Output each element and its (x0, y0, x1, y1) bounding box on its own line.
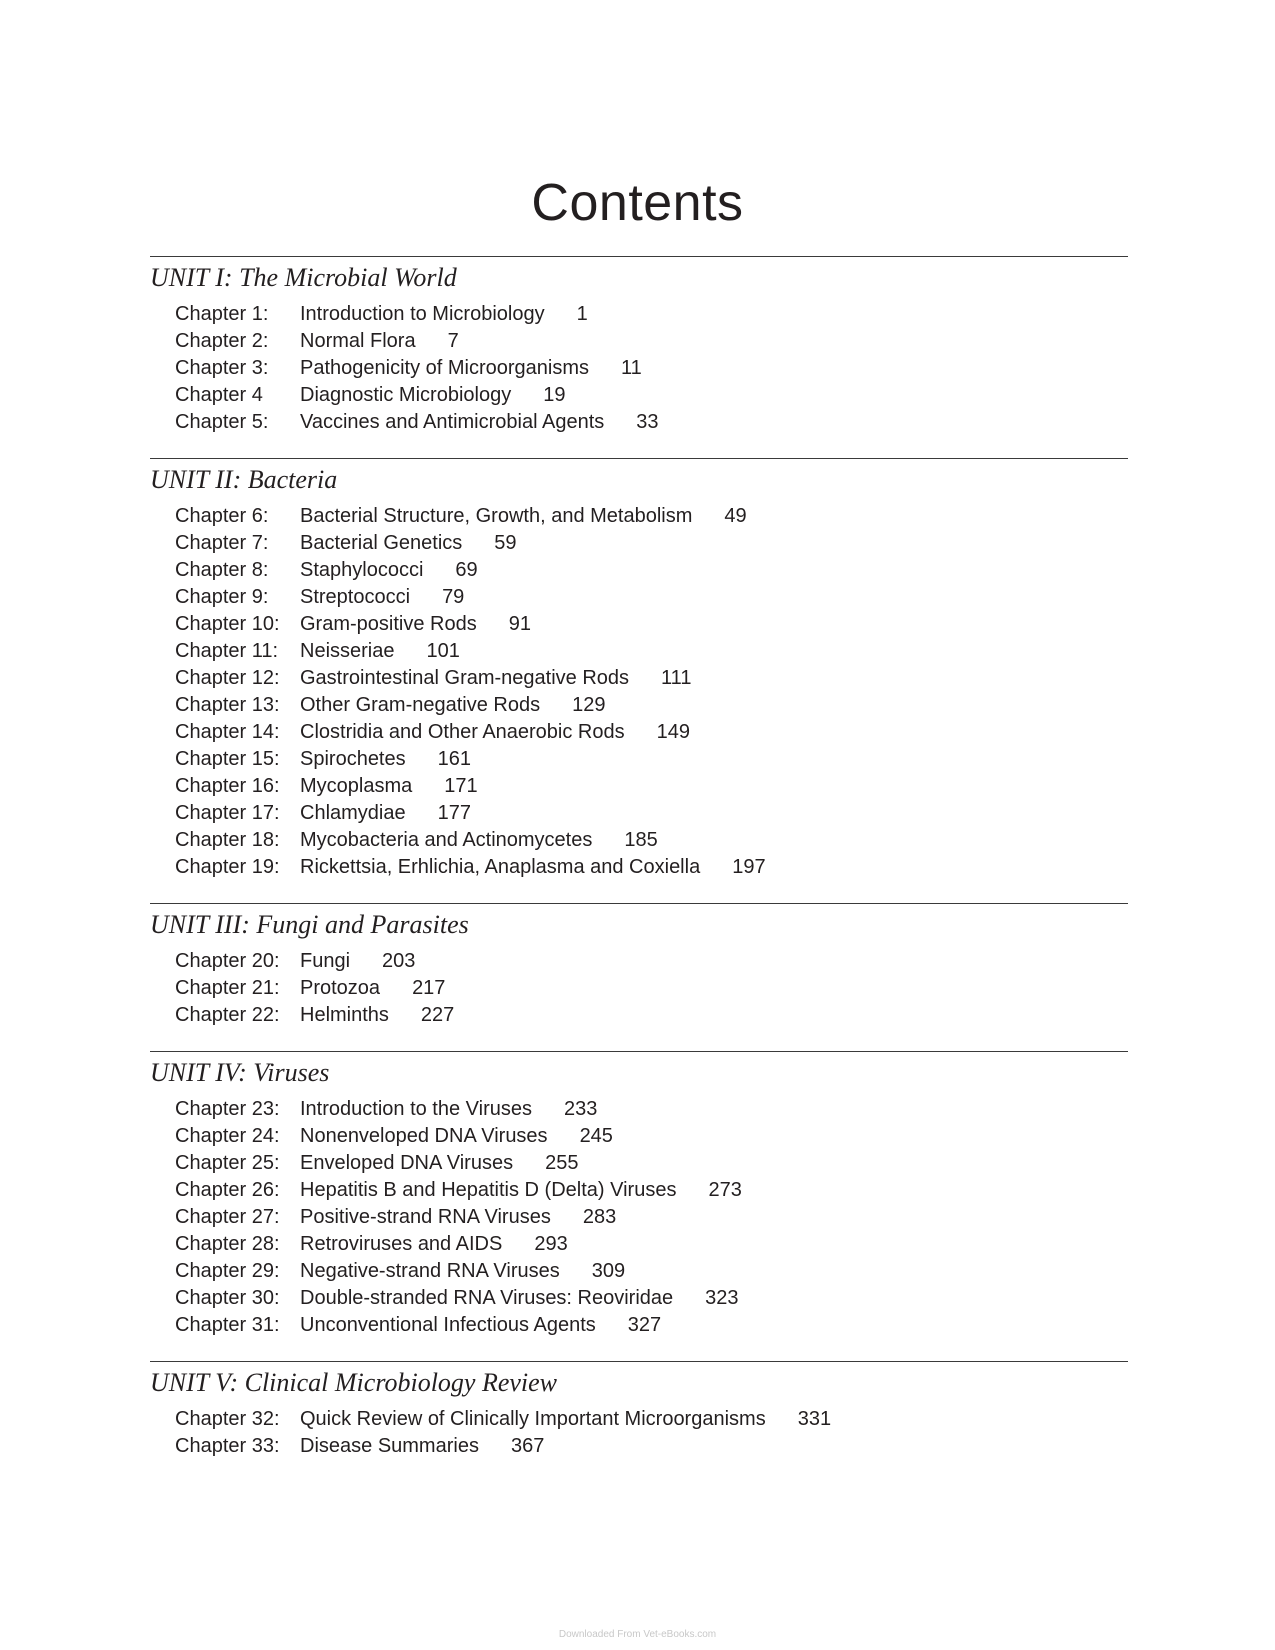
unit-title: UNIT IV: Viruses (150, 1058, 330, 1087)
chapter-page-number: 7 (447, 330, 459, 352)
chapter-number: Chapter 29: (175, 1260, 280, 1282)
page-title: Contents (531, 174, 744, 232)
unit-section (150, 1051, 1128, 1339)
chapter-entry (175, 1433, 1128, 1460)
chapter-page-number: 323 (705, 1287, 739, 1309)
chapter-number: Chapter 32: (175, 1408, 280, 1430)
chapter-entry (175, 301, 1128, 328)
chapter-entry (175, 638, 1128, 665)
chapter-entry (175, 746, 1128, 773)
chapter-title: Normal Flora (300, 330, 416, 352)
chapter-entry (175, 355, 1128, 382)
chapter-number: Chapter 31: (175, 1314, 280, 1336)
chapter-entry (175, 773, 1128, 800)
chapter-title: Staphylococci (300, 559, 424, 581)
chapter-number: Chapter 23: (175, 1098, 280, 1120)
chapter-title: Diagnostic Microbiology (300, 384, 512, 406)
chapter-title: Disease Summaries (300, 1435, 479, 1457)
chapter-entry (175, 692, 1128, 719)
chapter-page-number: 129 (572, 694, 606, 716)
chapter-page-number: 273 (708, 1179, 742, 1201)
chapter-title: Gastrointestinal Gram-negative Rods (300, 667, 630, 689)
unit-title: UNIT V: Clinical Microbiology Review (150, 1368, 558, 1397)
chapter-number: Chapter 17: (175, 802, 280, 824)
chapter-title: Quick Review of Clinically Important Microorganisms (300, 1408, 766, 1430)
chapter-entry (175, 1258, 1128, 1285)
chapter-entry (175, 1002, 1128, 1029)
download-source-note: Downloaded From Vet-eBooks.com (558, 1629, 717, 1640)
chapter-title: Helminths (300, 1004, 389, 1026)
chapter-number: Chapter 27: (175, 1206, 280, 1228)
chapter-entry (175, 1177, 1128, 1204)
chapter-page-number: 245 (579, 1125, 613, 1147)
chapter-page-number: 227 (420, 1004, 455, 1026)
chapter-entry (175, 503, 1128, 530)
chapter-number: Chapter 3: (175, 357, 269, 379)
chapter-entry (175, 719, 1128, 746)
chapter-title: Mycobacteria and Actinomycetes (300, 829, 593, 851)
chapter-number: Chapter 26: (175, 1179, 280, 1201)
chapter-number: Chapter 25: (175, 1152, 280, 1174)
chapter-number: Chapter 10: (175, 613, 280, 635)
chapter-number: Chapter 16: (175, 775, 280, 797)
chapter-number: Chapter 14: (175, 721, 280, 743)
chapter-page-number: 49 (724, 505, 747, 527)
chapter-title: Hepatitis B and Hepatitis D (Delta) Viruses (300, 1179, 677, 1201)
chapter-page-number: 11 (621, 357, 642, 379)
chapter-list (150, 301, 1128, 436)
chapter-number: Chapter 15: (175, 748, 280, 770)
chapter-page-number: 367 (510, 1435, 545, 1457)
unit-title: UNIT II: Bacteria (150, 465, 338, 494)
chapter-number: Chapter 5: (175, 411, 269, 433)
chapter-page-number: 19 (543, 384, 566, 406)
chapter-title: Bacterial Genetics (300, 532, 463, 554)
chapter-number: Chapter 22: (175, 1004, 280, 1026)
chapter-title: Introduction to Microbiology (300, 303, 545, 325)
chapter-page-number: 197 (732, 856, 766, 878)
chapter-number: Chapter 1: (175, 303, 269, 325)
chapter-page-number: 149 (656, 721, 690, 743)
chapter-title: Nonenveloped DNA Viruses (300, 1125, 548, 1147)
chapter-entry (175, 1096, 1128, 1123)
chapter-number: Chapter 20: (175, 950, 280, 972)
chapter-entry (175, 800, 1128, 827)
chapter-page-number: 233 (564, 1098, 598, 1120)
chapter-list (150, 948, 1128, 1029)
chapter-number: Chapter 30: (175, 1287, 280, 1309)
chapter-page-number: 69 (455, 559, 478, 581)
chapter-number: Chapter 6: (175, 505, 269, 527)
chapter-page-number: 217 (412, 977, 446, 999)
chapter-page-number: 161 (437, 748, 471, 770)
chapter-entry (175, 328, 1128, 355)
chapter-title: Other Gram-negative Rods (300, 694, 541, 716)
chapter-title: Neisseriae (300, 640, 395, 662)
chapter-number: Chapter 24: (175, 1125, 280, 1147)
chapter-title: Enveloped DNA Viruses (300, 1152, 514, 1174)
chapter-title: Bacterial Structure, Growth, and Metabolism (300, 505, 693, 527)
unit-section (150, 256, 1128, 436)
unit-section (150, 458, 1128, 881)
table-of-contents (150, 256, 1128, 1482)
chapter-title: Spirochetes (300, 748, 406, 770)
unit-section (150, 1361, 1128, 1460)
chapter-entry (175, 854, 1128, 881)
chapter-title: Positive-strand RNA Viruses (300, 1206, 551, 1228)
chapter-page-number: 309 (591, 1260, 626, 1282)
chapter-page-number: 293 (534, 1233, 568, 1255)
chapter-page-number: 177 (437, 802, 471, 824)
chapter-number: Chapter 2: (175, 330, 269, 352)
chapter-number: Chapter 4 (175, 384, 263, 406)
chapter-title: Gram-positive Rods (300, 613, 477, 635)
chapter-number: Chapter 11: (175, 640, 279, 662)
chapter-entry (175, 1204, 1128, 1231)
chapter-number: Chapter 9: (175, 586, 269, 608)
chapter-title: Double-stranded RNA Viruses: Reoviridae (300, 1287, 674, 1309)
chapter-number: Chapter 8: (175, 559, 269, 581)
chapter-title: Fungi (300, 950, 351, 972)
chapter-page-number: 1 (576, 303, 588, 325)
chapter-page-number: 33 (636, 411, 659, 433)
chapter-number: Chapter 13: (175, 694, 280, 716)
chapter-title: Streptococci (300, 586, 411, 608)
chapter-entry (175, 1285, 1128, 1312)
chapter-entry (175, 1231, 1128, 1258)
chapter-entry (175, 1406, 1128, 1433)
chapter-page-number: 91 (508, 613, 531, 635)
chapter-page-number: 101 (426, 640, 460, 662)
unit-title: UNIT III: Fungi and Parasites (150, 910, 469, 939)
chapter-entry (175, 975, 1128, 1002)
chapter-page-number: 255 (545, 1152, 579, 1174)
chapter-page-number: 283 (582, 1206, 617, 1228)
chapter-list (150, 1406, 1128, 1460)
chapter-entry (175, 665, 1128, 692)
chapter-title: Pathogenicity of Microorganisms (300, 357, 590, 379)
chapter-number: Chapter 19: (175, 856, 280, 878)
chapter-title: Clostridia and Other Anaerobic Rods (300, 721, 625, 743)
chapter-entry (175, 382, 1128, 409)
chapter-number: Chapter 21: (175, 977, 280, 999)
chapter-entry (175, 827, 1128, 854)
chapter-page-number: 327 (627, 1314, 662, 1336)
chapter-title: Rickettsia, Erhlichia, Anaplasma and Coxiella (300, 856, 701, 878)
chapter-page-number: 331 (797, 1408, 832, 1430)
chapter-entry (175, 1150, 1128, 1177)
chapter-page-number: 79 (442, 586, 465, 608)
chapter-number: Chapter 33: (175, 1435, 280, 1457)
chapter-page-number: 185 (624, 829, 658, 851)
chapter-number: Chapter 28: (175, 1233, 280, 1255)
chapter-title: Negative-strand RNA Viruses (300, 1260, 560, 1282)
chapter-page-number: 203 (382, 950, 416, 972)
chapter-number: Chapter 12: (175, 667, 280, 689)
unit-title: UNIT I: The Microbial World (150, 263, 457, 292)
unit-section (150, 903, 1128, 1029)
chapter-page-number: 59 (494, 532, 517, 554)
chapter-number: Chapter 18: (175, 829, 280, 851)
chapter-entry (175, 948, 1128, 975)
chapter-list (150, 1096, 1128, 1339)
chapter-title: Mycoplasma (300, 775, 413, 797)
chapter-page-number: 111 (661, 667, 692, 689)
chapter-entry (175, 409, 1128, 436)
chapter-title: Vaccines and Antimicrobial Agents (300, 411, 605, 433)
chapter-entry (175, 584, 1128, 611)
chapter-entry (175, 611, 1128, 638)
chapter-title: Chlamydiae (300, 802, 406, 824)
chapter-entry (175, 557, 1128, 584)
chapter-list (150, 503, 1128, 881)
chapter-entry (175, 1312, 1128, 1339)
chapter-title: Protozoa (300, 977, 381, 999)
chapter-title: Unconventional Infectious Agents (300, 1314, 596, 1336)
chapter-entry (175, 1123, 1128, 1150)
chapter-title: Retroviruses and AIDS (300, 1233, 503, 1255)
chapter-page-number: 171 (444, 775, 478, 797)
chapter-entry (175, 530, 1128, 557)
chapter-number: Chapter 7: (175, 532, 269, 554)
chapter-title: Introduction to the Viruses (300, 1098, 532, 1120)
